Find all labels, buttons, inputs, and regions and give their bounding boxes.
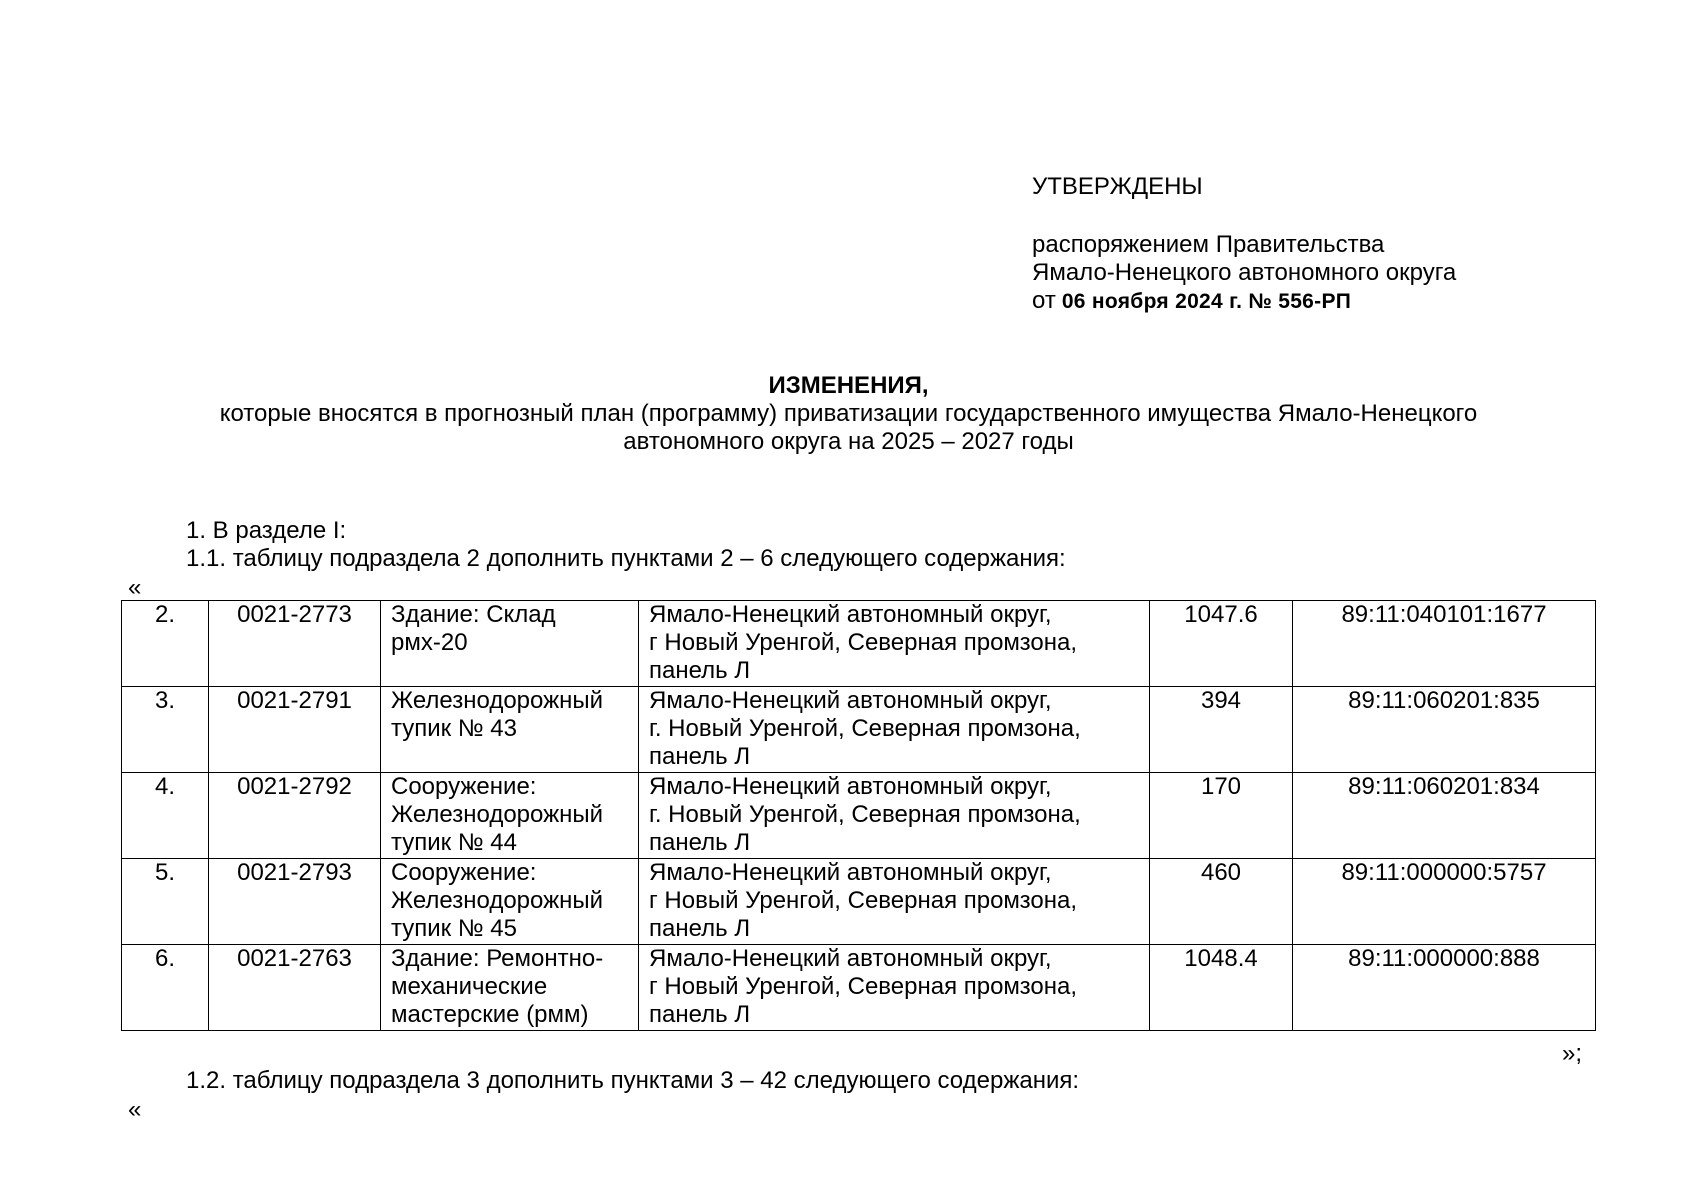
cadastral-number-cell: 89:11:000000:888	[1293, 945, 1596, 1031]
area-cell: 394	[1150, 687, 1293, 773]
address-cell-line: панель Л	[649, 829, 751, 856]
order-number: 06 ноября 2024 г. № 556-РП	[1061, 290, 1352, 313]
document-subtitle-line-2: автономного округа на 2025 – 2027 годы	[623, 428, 1074, 455]
address-cell-line: панель Л	[649, 743, 751, 770]
address-cell-line: г. Новый Уренгой, Северная промзона,	[649, 715, 1081, 742]
object-name-cell-line: Сооружение:	[391, 859, 537, 886]
object-name-cell-line: Здание: Ремонтно-	[391, 945, 604, 972]
address-cell-line: Ямало-Ненецкий автономный округ,	[649, 601, 1052, 628]
cadastral-number-cell: 89:11:060201:835	[1293, 687, 1596, 773]
address-cell-line: панель Л	[649, 1001, 751, 1028]
area-cell: 1047.6	[1150, 601, 1293, 687]
address-cell-line: панель Л	[649, 657, 751, 684]
table-row	[122, 687, 1596, 773]
inventory-number-cell: 0021-2793	[209, 859, 381, 945]
address-cell-line: Ямало-Ненецкий автономный округ,	[649, 859, 1052, 886]
document-heading	[120, 372, 1577, 456]
area-cell: 170	[1150, 773, 1293, 859]
table-row	[122, 773, 1596, 859]
area-cell: 460	[1150, 859, 1293, 945]
object-name-cell-line: Железнодорожный	[391, 887, 604, 914]
approval-line-1: распоряжением Правительства	[1032, 231, 1385, 258]
inventory-number-cell: 0021-2792	[209, 773, 381, 859]
property-table	[121, 600, 1596, 1031]
address-cell	[639, 773, 1150, 859]
address-cell	[639, 859, 1150, 945]
row-number-cell: 4.	[122, 773, 209, 859]
inventory-number-cell: 0021-2773	[209, 601, 381, 687]
area-cell: 1048.4	[1150, 945, 1293, 1031]
object-name-cell-line: Железнодорожный	[391, 801, 604, 828]
approved-heading: УТВЕРЖДЕНЫ	[1032, 173, 1203, 200]
object-name-cell	[381, 773, 639, 859]
approval-line-2: Ямало-Ненецкого автономного округа	[1032, 259, 1457, 286]
row-number-cell: 2.	[122, 601, 209, 687]
close-quote-1: »;	[1562, 1040, 1583, 1067]
document-title: ИЗМЕНЕНИЯ,	[768, 372, 929, 399]
address-cell	[639, 687, 1150, 773]
address-cell-line: Ямало-Ненецкий автономный округ,	[649, 687, 1052, 714]
inventory-number-cell: 0021-2763	[209, 945, 381, 1031]
address-cell-line: Ямало-Ненецкий автономный округ,	[649, 945, 1052, 972]
object-name-cell	[381, 687, 639, 773]
approval-block	[1032, 173, 1592, 316]
address-cell-line: г. Новый Уренгой, Северная промзона,	[649, 801, 1081, 828]
section-1-heading: 1. В разделе I:	[186, 517, 347, 544]
table-row	[122, 859, 1596, 945]
object-name-cell-line: Железнодорожный	[391, 687, 604, 714]
item-1-1-text: 1.1. таблицу подраздела 2 дополнить пунктами 2 – 6 следующего содержания:	[186, 545, 1066, 572]
property-table-body	[122, 601, 1596, 1031]
object-name-cell	[381, 601, 639, 687]
approval-order-line	[1032, 287, 1592, 316]
object-name-cell-line: тупик № 44	[391, 829, 517, 856]
row-number-cell: 6.	[122, 945, 209, 1031]
document-subtitle-line-1: которые вносятся в прогнозный план (программу) приватизации государственного имущества Ямало-Ненецкого	[219, 400, 1478, 427]
address-cell-line: г Новый Уренгой, Северная промзона,	[649, 629, 1078, 656]
object-name-cell-line: тупик № 45	[391, 915, 517, 942]
item-1-2-text: 1.2. таблицу подраздела 3 дополнить пунктами 3 – 42 следующего содержания:	[186, 1067, 1080, 1094]
cadastral-number-cell: 89:11:040101:1677	[1293, 601, 1596, 687]
open-quote-2: «	[128, 1096, 142, 1123]
object-name-cell-line: мастерские (рмм)	[391, 1001, 589, 1028]
object-name-cell-line: механические	[391, 973, 548, 1000]
from-label: от	[1032, 287, 1056, 314]
table-row	[122, 601, 1596, 687]
address-cell	[639, 945, 1150, 1031]
row-number-cell: 3.	[122, 687, 209, 773]
object-name-cell-line: тупик № 43	[391, 715, 517, 742]
address-cell-line: г Новый Уренгой, Северная промзона,	[649, 887, 1078, 914]
inventory-number-cell: 0021-2791	[209, 687, 381, 773]
address-cell-line: панель Л	[649, 915, 751, 942]
cadastral-number-cell: 89:11:060201:834	[1293, 773, 1596, 859]
object-name-cell	[381, 945, 639, 1031]
open-quote-1: «	[128, 574, 142, 601]
address-cell	[639, 601, 1150, 687]
cadastral-number-cell: 89:11:000000:5757	[1293, 859, 1596, 945]
row-number-cell: 5.	[122, 859, 209, 945]
object-name-cell-line: Сооружение:	[391, 773, 537, 800]
address-cell-line: г Новый Уренгой, Северная промзона,	[649, 973, 1078, 1000]
object-name-cell	[381, 859, 639, 945]
object-name-cell-line: Здание: Склад	[391, 601, 556, 628]
object-name-cell-line: рмх-20	[391, 629, 468, 656]
table-row	[122, 945, 1596, 1031]
address-cell-line: Ямало-Ненецкий автономный округ,	[649, 773, 1052, 800]
